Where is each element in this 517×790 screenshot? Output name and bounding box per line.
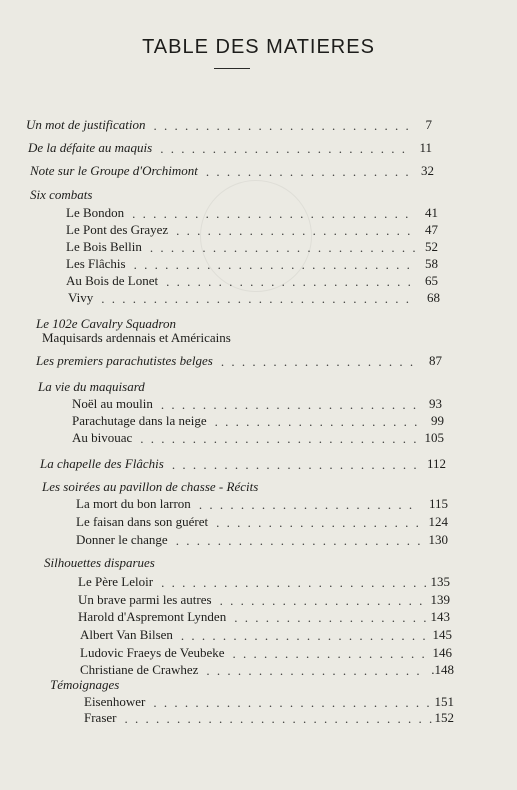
- toc-page-number: 151: [434, 694, 454, 709]
- toc-entry: [76, 514, 208, 530]
- toc-leader-dots: . . . . . . . . . . . . . . . . . . . . .: [198, 497, 415, 512]
- toc-leader-dots: . . . . . . . . . . . . . . . . . . . .: [216, 515, 421, 530]
- toc-page-number: 93: [429, 396, 442, 411]
- toc-page-number: 145: [432, 627, 452, 642]
- toc-leader-dots: . . . . . . . . . . . . . . . . . . . . . . . . . .: [161, 575, 429, 590]
- toc-section-heading: [26, 117, 146, 133]
- toc-entry-title: Six combats: [30, 187, 93, 202]
- toc-entry: [78, 592, 212, 608]
- toc-leader-dots: . . . . . . . . . . . . . . . . . . . . . . .: [176, 223, 413, 238]
- toc-entry: [72, 413, 207, 429]
- toc-page-number: 139: [430, 592, 450, 607]
- toc-page-number: 130: [428, 532, 448, 547]
- toc-entry-title: Noël au moulin: [72, 396, 153, 411]
- toc-leader-dots: . . . . . . . . . . . . . . . . . . . . .: [206, 663, 422, 678]
- toc-entry: [80, 662, 198, 678]
- toc-entry-title: Le Père Leloir: [78, 574, 154, 589]
- toc-section-heading: [28, 140, 152, 156]
- toc-entry-title: De la défaite au maquis: [28, 140, 153, 155]
- toc-page-number: 41: [425, 205, 438, 220]
- toc-entry-title: Ludovic Fraeys de Veubeke: [80, 645, 225, 660]
- toc-page-number: 7: [425, 117, 432, 132]
- toc-entry-title: Le Bondon: [66, 205, 125, 220]
- toc-entry: [72, 430, 132, 446]
- toc-entry: [68, 290, 93, 306]
- toc-section-heading: [30, 187, 92, 203]
- toc-page-number: 68: [427, 290, 440, 305]
- toc-section-heading: [40, 456, 164, 472]
- toc-section-heading: [44, 555, 155, 571]
- toc-entry-title: Un brave parmi les autres: [78, 592, 212, 607]
- toc-entry-title: Le Pont des Grayez: [66, 222, 169, 237]
- toc-leader-dots: . . . . . . . . . . . . . . . . . . . . . . . . . . . . . .: [124, 711, 435, 726]
- toc-entry-title: Le Bois Bellin: [66, 239, 142, 254]
- toc-entry-title: Note sur le Groupe d'Orchimont: [30, 163, 198, 178]
- toc-section-heading: [36, 353, 213, 369]
- toc-entry: [66, 239, 142, 255]
- toc-entry-title: La mort du bon larron: [76, 496, 191, 511]
- toc-leader-dots: . . . . . . . . . . . . . . . . . . . . . . . .: [175, 533, 423, 548]
- toc-leader-dots: . . . . . . . . . . . . . . . . . . . . . . . . . . . . . .: [101, 291, 411, 306]
- toc-entry-title: Le 102e Cavalry Squadron: [36, 316, 176, 331]
- toc-page-number: 115: [428, 496, 448, 511]
- toc-entry: [84, 694, 145, 710]
- toc-entry: [78, 609, 226, 625]
- toc-section-heading: [38, 379, 145, 395]
- toc-entry-title: Eisenhower: [84, 694, 146, 709]
- toc-entry-title: Les Flâchis: [66, 256, 126, 271]
- toc-page-number: 32: [421, 163, 434, 178]
- toc-leader-dots: . . . . . . . . . . . . . . . . . . . . . . . .: [166, 274, 413, 289]
- toc-entry: [80, 627, 173, 643]
- toc-entry: [78, 574, 153, 590]
- toc-leader-dots: . . . . . . . . . . . . . . . . . . . . . . . . . . .: [140, 431, 419, 446]
- toc-entry-title: Vivy: [68, 290, 94, 305]
- toc-page-number: 87: [429, 353, 442, 368]
- toc-leader-dots: . . . . . . . . . . . . . . . . . . .: [232, 646, 427, 661]
- toc-leader-dots: . . . . . . . . . . . . . . . . . . .: [220, 354, 416, 369]
- toc-leader-dots: . . . . . . . . . . . . . . . . . . . .: [219, 593, 425, 608]
- toc-page-number: 112: [426, 456, 446, 471]
- toc-entry-title: Fraser: [84, 710, 117, 725]
- toc-leader-dots: . . . . . . . . . . . . . . . . . . . . . . . . . . .: [153, 695, 432, 710]
- toc-entry-title: Albert Van Bilsen: [80, 627, 173, 642]
- toc-leader-dots: . . . . . . . . . . . . . . . . . . . .: [205, 164, 411, 179]
- toc-entry: [84, 710, 117, 726]
- toc-entry-title: Maquisards ardennais et Américains: [42, 330, 231, 345]
- page-title: TABLE DES MATIERES: [142, 36, 375, 58]
- toc-page-number: 143: [430, 609, 450, 624]
- toc-entry-title: Le faisan dans son guéret: [76, 514, 209, 529]
- toc-entry: [72, 396, 153, 412]
- toc-entry: [76, 496, 191, 512]
- toc-entry-title: La chapelle des Flâchis: [40, 456, 164, 471]
- toc-entry-title: Au bivouac: [72, 430, 133, 445]
- toc-entry-title: Les soirées au pavillon de chasse - Récits: [42, 479, 259, 494]
- toc-leader-dots: . . . . . . . . . . . . . . . . . . . . . . . . . . .: [132, 206, 411, 221]
- toc-leader-dots: . . . . . . . . . . . . . . . . . . . . . . . .: [180, 628, 428, 643]
- toc-entry: [42, 330, 231, 346]
- toc-entry-title: Harold d'Aspremont Lynden: [78, 609, 227, 624]
- toc-page-number: 152: [434, 710, 454, 725]
- toc-leader-dots: . . . . . . . . . . . . . . . . . . . . . . . . . .: [149, 240, 418, 255]
- toc-entry: [76, 532, 168, 548]
- toc-entry-title: Parachutage dans la neige: [72, 413, 207, 428]
- toc-entry-title: Christiane de Crawhez: [80, 662, 199, 677]
- toc-page-number: 99: [431, 413, 444, 428]
- toc-entry: [66, 222, 168, 238]
- toc-entry-title: Donner le change: [76, 532, 168, 547]
- title-underline: [214, 68, 250, 69]
- toc-page-number: 65: [425, 273, 438, 288]
- toc-page-number: 52: [425, 239, 438, 254]
- toc-entry-title: La vie du maquisard: [38, 379, 145, 394]
- toc-entry-title: Au Bois de Lonet: [66, 273, 159, 288]
- toc-entry: [66, 273, 158, 289]
- toc-section-heading: [42, 479, 258, 495]
- toc-page-number: 47: [425, 222, 438, 237]
- toc-leader-dots: . . . . . . . . . . . . . . . . . . . . . . . . . . .: [133, 257, 412, 272]
- toc-leader-dots: . . . . . . . . . . . . . . . . . . . . . . . . .: [153, 118, 411, 133]
- toc-page-number: 105: [424, 430, 444, 445]
- toc-entry-title: Un mot de justification: [26, 117, 146, 132]
- toc-page-number: .148: [431, 662, 454, 677]
- toc-entry-title: Les premiers parachutistes belges: [36, 353, 213, 368]
- toc-leader-dots: . . . . . . . . . . . . . . . . . . . . . . . .: [171, 457, 419, 472]
- toc-entry-title: Témoignages: [50, 677, 120, 692]
- toc-page-number: 11: [419, 140, 432, 155]
- toc-section-heading: [50, 677, 119, 693]
- toc-page-number: 135: [430, 574, 450, 589]
- toc-leader-dots: . . . . . . . . . . . . . . . . . . .: [234, 610, 429, 625]
- toc-leader-dots: . . . . . . . . . . . . . . . . . . . . . . . .: [160, 141, 407, 156]
- toc-entry: [80, 645, 225, 661]
- toc-entry: [66, 256, 126, 272]
- toc-page-number: 124: [428, 514, 448, 529]
- toc-leader-dots: . . . . . . . . . . . . . . . . . . . . . . . . .: [160, 397, 419, 412]
- toc-entry-title: Silhouettes disparues: [44, 555, 155, 570]
- toc-page-number: 58: [425, 256, 438, 271]
- toc-leader-dots: . . . . . . . . . . . . . . . . . . . .: [214, 414, 420, 429]
- toc-page-number: 146: [432, 645, 452, 660]
- toc-section-heading: [30, 163, 198, 179]
- toc-entry: [66, 205, 124, 221]
